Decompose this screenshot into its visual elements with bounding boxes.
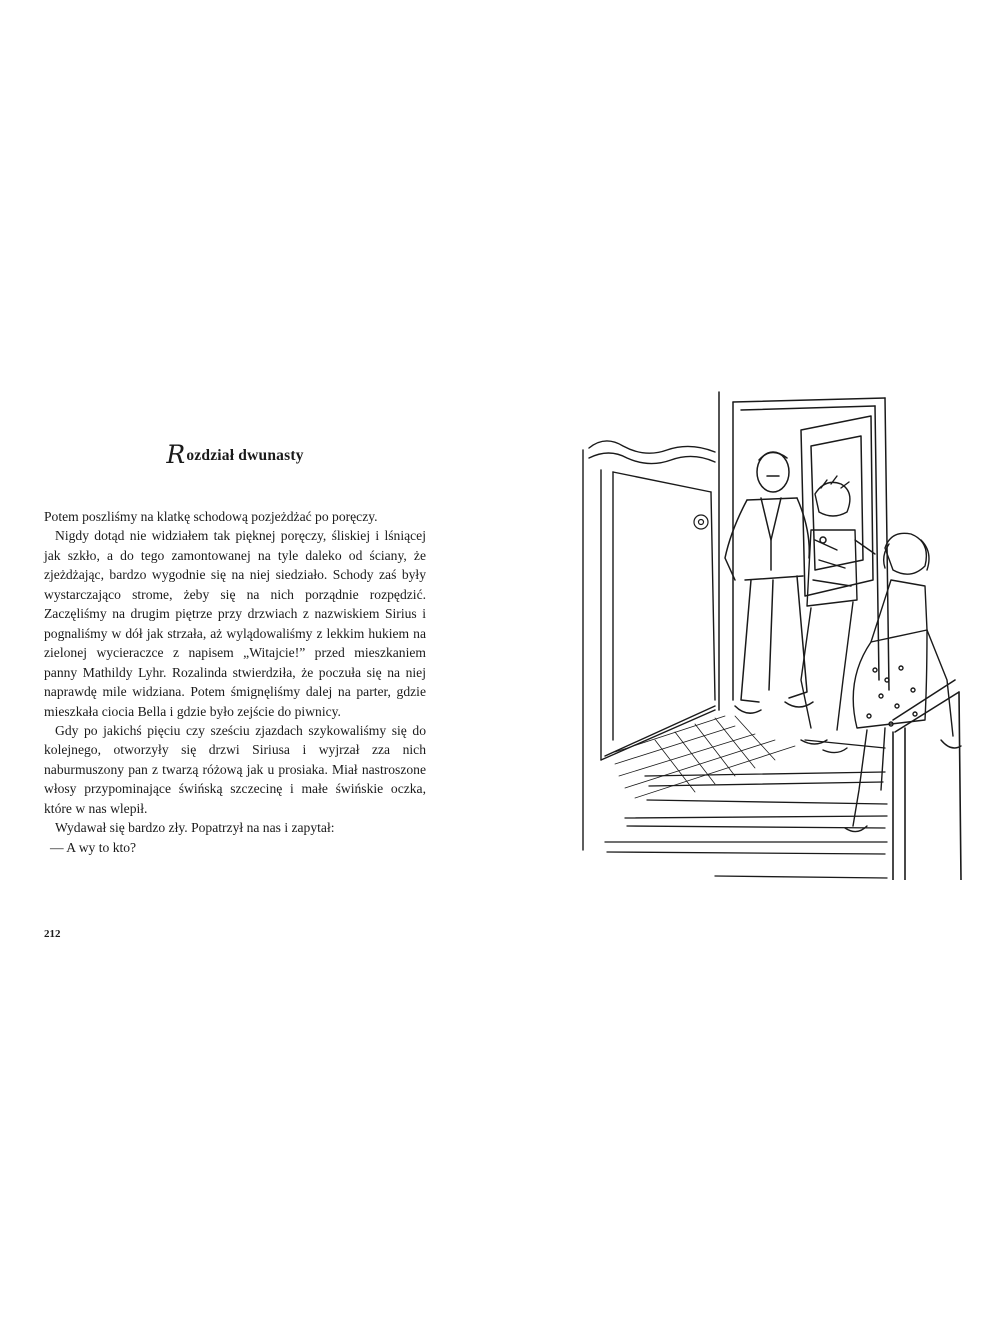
paragraph-3: Gdy po jakichś pięciu czy sześciu zjazdach szykowaliśmy się do kolejnego, otworzyły się drzwi Siriusa i wyjrzał zza nich naburmuszony pan z twarzą różową jak u prosiaka. Miał nastroszone włosy przypominające świńską szczecinę i małe świńskie oczka, które w nas wlepił. [44,722,426,816]
staircase-illustration [575,380,965,880]
body-text [44,507,426,857]
paragraph-4: Wydawał się bardzo zły. Popatrzył na nas i zapytał: [55,820,335,836]
text-column [44,440,426,857]
chapter-title-initial: R [166,440,186,469]
paragraph-2: Nigdy dotąd nie widziałem tak pięknej poręczy, śliskiej i lśniącej jak szkło, a do tego zamontowanej na tyle daleko od ściany, że zjeżdżając, bardzo wygodnie się na niej siedziało. Schody zaś były wystarczająco strome, żeby się na nich porządnie rozpędzić. Zaczęliśmy na drugim piętrze przy drzwiach z nazwiskiem Sirius i pognaliśmy w dół jak strzała, aż wylądowaliśmy z lekkim hukiem na zielonej wycieraczce z napisem „Witajcie!” przed mieszkaniem panny Mathildy Lyhr. Rozalinda stwierdziła, że poczuła się na niej naprawdę mile widziana. Potem śmignęliśmy dalej na parter, gdzie mieszkała ciocia Bella i gdzie było zejście do piwnicy. [44,528,426,719]
wall-switch [694,515,708,529]
stairs [605,740,887,878]
page-number: 212 [44,928,61,940]
boy [801,476,875,753]
girl [845,533,961,831]
chapter-title-rest: ozdział dwunasty [186,447,304,464]
floor-hatching [615,716,795,798]
paragraph-5: — A wy to kto? [50,839,137,855]
wall-frame [583,441,715,850]
chapter-title [44,440,426,469]
paragraph-1: Potem poszliśmy na klatkę schodową pozjeżdżać po poręczy. [44,509,378,524]
man-in-suit [725,452,813,713]
